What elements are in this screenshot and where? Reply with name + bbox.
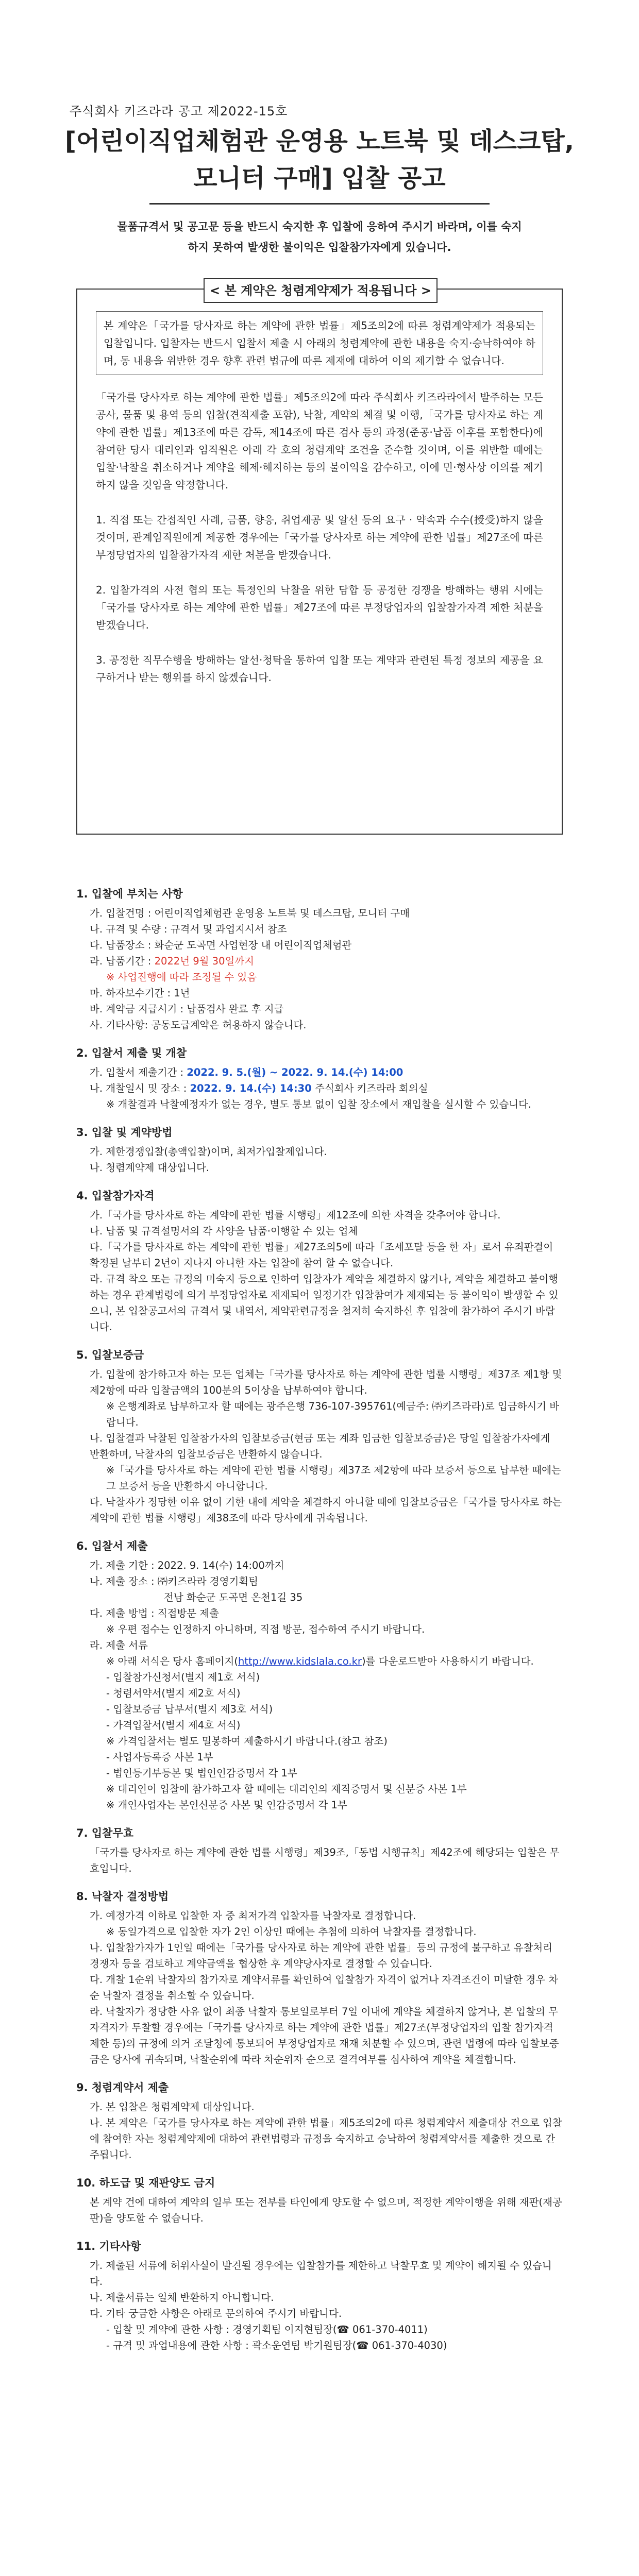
opening-place: 주식회사 키즈라라 회의실 [311, 1082, 428, 1094]
section-3 [76, 1125, 563, 1176]
section-title: 11. 기타사항 [76, 2240, 141, 2252]
item-label: 나. 개찰일시 및 장소 : [90, 1082, 190, 1094]
list-item [76, 953, 563, 969]
list-item: 나. 본 계약은「국가를 당사자로 하는 계약에 관한 법률」제5조의2에 따른 청렴계약서 제출대상 건으로 입찰에 참여한 자는 청렴계약제에 대하여 관련법령과 규정을 숙지하고 승낙하여 청렴계약서를 제출한 것으로 간주됩니다. [90, 2117, 562, 2161]
list-item: 다. 납품장소 : 화순군 도곡면 사업현장 내 어린이직업체험관 [90, 939, 352, 951]
list-item: 다. 개찰 1순위 낙찰자의 참가자로 계약서류를 확인하여 입찰참가 자격이 없거나 자격조건이 미달한 경우 차순 낙찰자 결정을 취소할 수 있습니다. [90, 1974, 559, 2002]
note: ※ 우편 접수는 인정하지 아니하며, 직접 방문, 접수하여 주시기 바랍니다. [106, 1623, 425, 1635]
item-label: 가. 입찰서 제출기간 : [90, 1066, 187, 1078]
homepage-link[interactable]: http://www.kidslala.co.kr [238, 1655, 362, 1667]
integrity-intro-box [96, 311, 543, 375]
note [76, 1653, 563, 1669]
section-5 [76, 1347, 563, 1526]
doc-item: ※ 대리인이 입찰에 참가하고자 할 때에는 대리인의 재직증명서 및 신분증 사본 1부 [106, 1783, 467, 1795]
list-item: 가. 입찰에 참가하고자 하는 모든 업체는「국가를 당사자로 하는 계약에 관한 법률 시행령」제37조 제1항 및 제2항에 따라 입찰금액의 100분의 5이상을 납부하여야 합니다. [90, 1368, 562, 1396]
section-1 [76, 886, 563, 1033]
intro-text [62, 216, 577, 258]
section-title: 3. 입찰 및 계약방법 [76, 1126, 173, 1139]
doc-item: ※ 가격입찰서는 별도 밀봉하여 제출하시기 바랍니다.(참고 참조) [106, 1735, 388, 1747]
title-line-1: [어린이직업체험관 운영용 노트북 및 데스크탑, [64, 127, 574, 156]
section-body: 「국가를 당사자로 하는 계약에 관한 법률 시행령」제39조,「동법 시행규칙」제42조에 해당되는 입찰은 무효입니다. [90, 1846, 560, 1874]
list-item: 다. 기타 궁금한 사항은 아래로 문의하여 주시기 바랍니다. [90, 2308, 342, 2319]
delivery-deadline: 2022년 9월 30일까지 [154, 955, 254, 967]
list-item: 나. 납품 및 규격설명서의 각 사양을 납품·이행할 수 있는 업체 [90, 1225, 358, 1237]
section-body: 본 계약 건에 대하여 계약의 일부 또는 전부를 타인에게 양도할 수 없으며, 적정한 계약이행을 위해 재판(재공판)을 양도할 수 없습니다. [90, 2196, 562, 2224]
list-item: 나. 청렴계약제 대상입니다. [90, 1162, 210, 1174]
integrity-box [76, 289, 563, 835]
note: ※ 은행계좌로 납부하고자 할 때에는 광주은행 736-107-395761(예금주: ㈜키즈라라)로 입금하시기 바랍니다. [106, 1400, 560, 1428]
note: ※「국가를 당사자로 하는 계약에 관한 법률 시행령」제37조 제2항에 따라 보증서 등으로 납부한 때에는 그 보증서 등을 반환하지 아니합니다. [106, 1464, 561, 1492]
section-title: 4. 입찰참가자격 [76, 1190, 155, 1202]
section-11 [76, 2239, 563, 2353]
note-text: )를 다운로드받아 사용하시기 바랍니다. [361, 1655, 534, 1667]
section-2 [76, 1045, 563, 1112]
doc-item: - 청렴서약서(별지 제2호 서식) [106, 1687, 241, 1699]
list-item: 사. 기타사항: 공동도급계약은 허용하지 않습니다. [90, 1019, 307, 1031]
list-item: 라. 낙찰자가 정당한 사유 없이 최종 낙찰자 통보일로부터 7일 이내에 계약을 체결하지 않거나, 본 입찰의 무자격자가 투찰할 경우에는「국가를 당사자로 하는 계약에 관한 법률」제27조(부정당업자의 입찰 참가자격 제한 등)의 규정에 의거 조달청에 통보되어 부정당업자로 재재 처분할 수 있으며, 관련 법령에 따라 입찰보증금은 당사에 귀속되며, 낙찰순위에 따라 차순위자 순으로 결격여부를 심사하여 계약을 체결합니다. [90, 2006, 559, 2065]
list-item: 가. 입찰건명 : 어린이직업체험관 운영용 노트북 및 데스크탑, 모니터 구매 [90, 907, 410, 919]
list-item: 가. 예정가격 이하로 입찰한 자 중 최저가격 입찰자를 낙찰자로 결정합니다. [90, 1910, 416, 1922]
list-item: 가. 제출 기한 : 2022. 9. 14(수) 14:00까지 [90, 1560, 284, 1571]
section-title: 8. 낙찰자 결정방법 [76, 1890, 169, 1903]
opening-datetime: 2022. 9. 14.(수) 14:30 [190, 1082, 312, 1094]
list-item: 가. 제한경쟁입찰(총액입찰)이며, 최저가입찰제입니다. [90, 1146, 327, 1158]
section-title: 9. 청렴계약서 제출 [76, 2081, 169, 2094]
list-item: 가. 본 입찰은 청렴계약제 대상입니다. [90, 2101, 255, 2113]
list-item: 나. 규격 및 수량 : 규격서 및 과업지시서 참조 [90, 923, 287, 935]
intro-line-1: 물품규격서 및 공고문 등을 반드시 숙지한 후 입찰에 응하여 주시기 바라며, 이를 숙지 [117, 221, 522, 233]
list-item [76, 1080, 563, 1096]
submission-period: 2022. 9. 5.(월) ~ 2022. 9. 14.(수) 14:00 [187, 1066, 403, 1078]
section-7 [76, 1825, 563, 1876]
doc-item: - 입찰보증금 납부서(별지 제3호 서식) [106, 1703, 273, 1715]
section-4 [76, 1188, 563, 1335]
section-title: 10. 하도급 및 재판양도 금지 [76, 2177, 215, 2189]
list-item: 나. 제출 장소 : ㈜키즈라라 경영기획팀 [90, 1575, 258, 1587]
notice-number: 주식회사 키즈라라 공고 제2022-15호 [70, 104, 288, 118]
list-item: 나. 입찰참가자가 1인일 때에는「국가를 당사자로 하는 계약에 관한 법률」등의 규정에 불구하고 유찰처리 경쟁자 등을 검토하고 계약금액을 협상한 후 계약당사자로 결정할 수 있습니다. [90, 1942, 553, 1970]
list-item: 다. 제출 방법 : 직접방문 제출 [90, 1607, 219, 1619]
note: ※ 개찰결과 낙찰예정자가 없는 경우, 별도 통보 없이 입찰 장소에서 재입찰을 실시할 수 있습니다. [106, 1098, 532, 1110]
contact-item: - 입찰 및 계약에 관한 사항 : 경영기획팀 이지현팀장(☎ 061-370-4011) [106, 2324, 428, 2335]
note: ※ 사업진행에 따라 조정될 수 있음 [106, 971, 257, 983]
section-title: 5. 입찰보증금 [76, 1349, 144, 1361]
contact-item: - 규격 및 과업내용에 관한 사항 : 곽소운연팀 박기원팀장(☎ 061-370-4030) [106, 2340, 447, 2351]
section-title: 2. 입찰서 제출 및 개찰 [76, 1047, 187, 1059]
section-6 [76, 1538, 563, 1813]
notice-body [76, 886, 563, 2366]
section-title: 1. 입찰에 부치는 사항 [76, 888, 183, 900]
item-label: 라. 납품기간 : [90, 955, 155, 967]
section-title: 7. 입찰무효 [76, 1827, 134, 1839]
list-item: 가.「국가를 당사자로 하는 계약에 관한 법률 시행령」제12조에 의한 자격을 갖추어야 합니다. [90, 1209, 501, 1221]
integrity-item-1: 1. 직접 또는 간접적인 사례, 금품, 향응, 취업제공 및 알선 등의 요구 · 약속과 수수(授受)하지 않을 것이며, 관계임직원에게 제공한 경우에는「국가를 당사자로 하는 계약에 관한 법률」제27조에 따른 부정당업자의 입찰참가자격 제한 처분을 받겠습니다. [96, 514, 543, 561]
section-10 [76, 2175, 563, 2226]
doc-item: - 사업자등록증 사본 1부 [106, 1751, 213, 1763]
list-item: 나. 입찰결과 낙찰된 입찰참가자의 입찰보증금(현금 또는 계좌 입금한 입찰보증금)은 당일 입찰참가자에게 반환하며, 낙찰자의 입찰보증금은 반환하지 않습니다. [90, 1432, 550, 1460]
list-item: 라. 규격 착오 또는 규정의 미숙지 등으로 인하여 입찰자가 계약을 체결하지 않거나, 계약을 체결하고 불이행하는 경우 관계법령에 의거 부정당업자로 재재되어 일정기간 입찰참여가 제재되는 등 불이익이 발생할 수 있으니, 본 입찰공고서의 규격서 및 내역서, 계약관련규정을 철저히 숙지하신 후 입찰에 참가하여 주시기 바랍니다. [90, 1273, 559, 1333]
list-item: 라. 제출 서류 [90, 1639, 148, 1651]
integrity-item-3: 3. 공정한 직무수행을 방해하는 알선·청탁을 통하여 입찰 또는 계약과 관련된 특정 정보의 제공을 요구하거나 받는 행위를 하지 않겠습니다. [96, 654, 543, 684]
integrity-banner: < 본 계약은 청렴계약제가 적용됩니다 > [204, 278, 438, 303]
list-item: 나. 제출서류는 일체 반환하지 아니합니다. [90, 2292, 274, 2303]
list-item: 다. 낙찰자가 정당한 이유 없이 기한 내에 계약을 체결하지 아니할 때에 입찰보증금은「국가를 당사자로 하는 계약에 관한 법률 시행령」제38조에 따라 당사에게 귀속됩니다. [90, 1496, 562, 1524]
doc-item: - 입찰참가신청서(별지 제1호 서식) [106, 1671, 260, 1683]
intro-line-2: 하지 못하여 발생한 불이익은 입찰참가자에게 있습니다. [188, 241, 451, 253]
page-title [62, 123, 577, 197]
section-8 [76, 1889, 563, 2067]
list-item: 마. 하자보수기간 : 1년 [90, 987, 190, 999]
doc-item: ※ 개인사업자는 본인신분증 사본 및 인감증명서 각 1부 [106, 1799, 347, 1811]
title-underline [149, 203, 490, 205]
address: 전남 화순군 도곡면 온천1길 35 [164, 1591, 303, 1603]
list-item: 다.「국가를 당사자로 하는 계약에 관한 법률」제27조의5에 따라「조세포탈 등을 한 자」로서 유죄판결이 확정된 날부터 2년이 지나지 아니한 자는 입찰에 참여 할 수 없습니다. [90, 1241, 553, 1269]
note: ※ 동일가격으로 입찰한 자가 2인 이상인 때에는 추첨에 의하여 낙찰자를 결정합니다. [106, 1926, 477, 1938]
doc-item: - 가격입찰서(별지 제4호 서식) [106, 1719, 241, 1731]
integrity-intro: 본 계약은「국가를 당사자로 하는 계약에 관한 법률」제5조의2에 따른 청렴계약제가 적용되는 입찰입니다. 입찰자는 반드시 입찰서 제출 시 아래의 청렴계약에 관한 내용을 숙지·승낙하여야 하며, 동 내용을 위반한 경우 향후 관련 법규에 따른 제재에 대하여 이의 제기할 수 없습니다. [104, 319, 535, 367]
integrity-pledge: 「국가를 당사자로 하는 계약에 관한 법률」제5조의2에 따라 주식회사 키즈라라에서 발주하는 모든 공사, 물품 및 용역 등의 입찰(견적제출 포함), 낙찰, 계약의 체결 및 이행,「국가를 당사자로 하는 계약에 관한 법률」제13조에 따른 감독, 제14조에 따른 검사 등의 과정(준공·납품 이후를 포함한다)에 참여한 당사 대리인과 임직원은 아래 각 호의 청렴계약 조건을 준수할 것이며, 이를 위반할 때에는 입찰·낙찰을 취소하거나 계약을 해제·해지하는 등의 불이익을 감수하고, 이에 민·형사상 이의를 제기하지 않을 것임을 약정합니다. [96, 391, 543, 491]
title-line-2: 모니터 구매] 입찰 공고 [193, 164, 446, 193]
list-item: 바. 계약금 지급시기 : 납품검사 완료 후 지급 [90, 1003, 284, 1015]
section-9 [76, 2080, 563, 2163]
integrity-item-2: 2. 입찰가격의 사전 협의 또는 특정인의 낙찰을 위한 담합 등 공정한 경쟁을 방해하는 행위 시에는「국가를 당사자로 하는 계약에 관한 법률」제27조에 따른 부정당업자의 입찰참가자격 제한 처분을 받겠습니다. [96, 584, 543, 631]
section-title: 6. 입찰서 제출 [76, 1540, 148, 1552]
list-item: 가. 제출된 서류에 허위사실이 발견될 경우에는 입찰참가를 제한하고 낙찰무효 및 계약이 해지될 수 있습니다. [90, 2260, 552, 2287]
doc-item: - 법인등기부등본 및 법인인감증명서 각 1부 [106, 1767, 297, 1779]
note-text: ※ 아래 서식은 당사 홈페이지( [106, 1655, 238, 1667]
list-item [76, 1064, 563, 1080]
